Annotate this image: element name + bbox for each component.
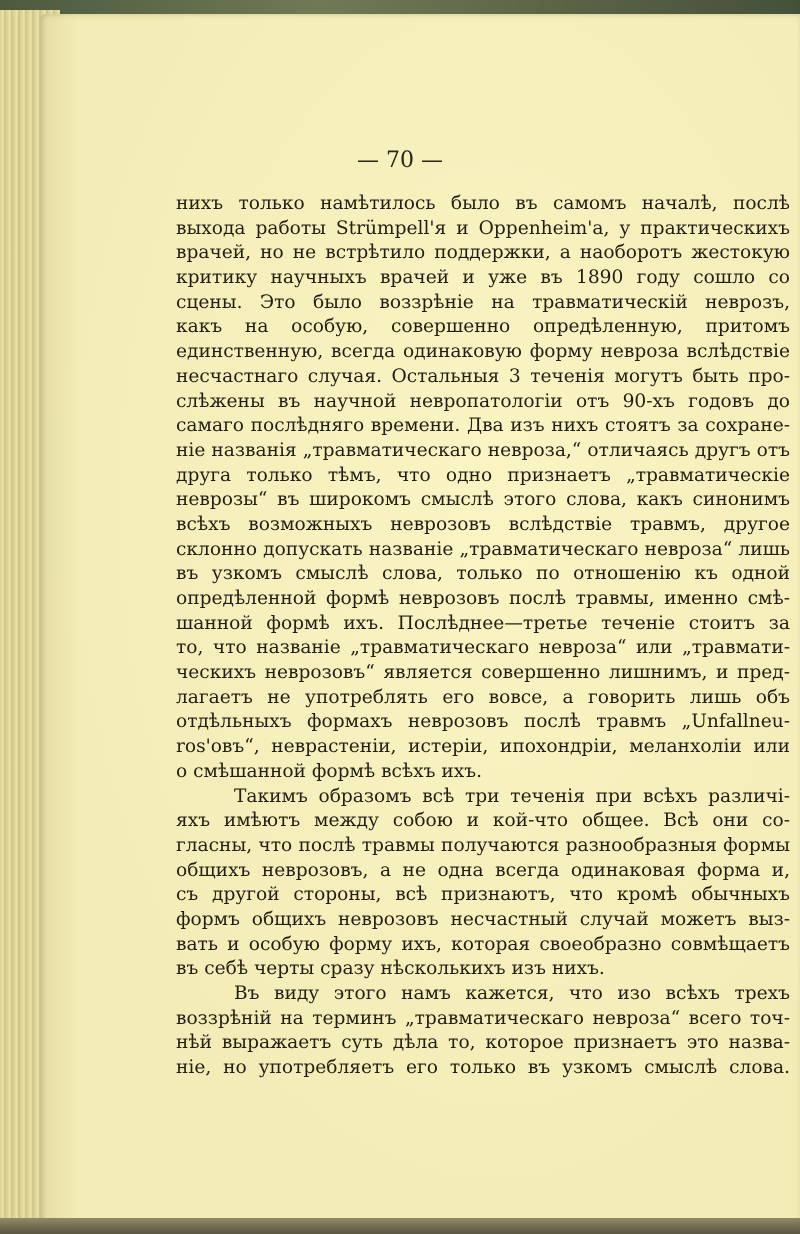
text-line: Такимъ образомъ всѣ три теченія при всѣхъ различі- xyxy=(234,785,790,807)
text-line: нѣй выражаетъ суть дѣла то, которое признаетъ это назва- xyxy=(176,1032,790,1054)
text-line: ніе, но употребляетъ его только въ узкомъ смыслѣ слова. xyxy=(176,1057,790,1079)
text-line: какъ на особую, совершенно опредѣленную, притомъ xyxy=(176,316,790,338)
text-line: ческихъ неврозовъ“ является совершенно лишнимъ, и пред- xyxy=(176,662,790,684)
text-line: въ себѣ черты сразу нѣсколькихъ изъ нихъ. xyxy=(176,958,605,980)
text-line: слѣжены въ научной невропатологіи отъ 90-хъ годовъ до xyxy=(176,390,790,412)
text-line: единственную, всегда одинаковую форму невроза вслѣдствіе xyxy=(176,341,790,363)
text-line: врачей, но не встрѣтило поддержки, а наоборотъ жестокую xyxy=(176,242,790,264)
body-text xyxy=(176,192,790,1081)
text-line: нихъ только намѣтилось было въ самомъ началѣ, послѣ xyxy=(176,193,790,214)
text-line: друга только тѣмъ, что одно признаетъ „травматическіе xyxy=(176,464,790,486)
text-line: формъ общихъ неврозовъ несчастный случай можетъ выз- xyxy=(176,908,790,930)
text-line: воззрѣній на терминъ „травматическаго невроза“ всего точ- xyxy=(176,1007,790,1029)
text-line: лагаетъ не употреблять его вовсе, а говорить лишь объ xyxy=(176,686,790,708)
text-line: склонно допускать названіе „травматическаго невроза“ лишь xyxy=(176,538,790,560)
text-line: о смѣшанной формѣ всѣхъ ихъ. xyxy=(176,760,483,782)
text-line: общихъ неврозовъ, а не одна всегда одинаковая форма и, xyxy=(176,859,790,881)
text-line: неврозы“ въ широкомъ смыслѣ этого слова, какъ синонимъ xyxy=(176,489,790,511)
text-line: шанной формѣ ихъ. Послѣднее—третье теченіе стоитъ за xyxy=(176,612,790,634)
text-line: съ другой стороны, всѣ признаютъ, что кромѣ обычныхъ xyxy=(176,884,790,906)
text-line: отдѣльныхъ формахъ неврозовъ послѣ травмъ „Unfallneu- xyxy=(176,711,790,733)
text-line: сцены. Это было воззрѣніе на травматическій неврозъ, xyxy=(176,291,790,313)
text-line: критику научныхъ врачей и уже въ 1890 году сошло со xyxy=(176,267,790,289)
text-line: въ узкомъ смыслѣ слова, только по отношенію къ одной xyxy=(176,563,790,585)
text-line: вать и особую форму ихъ, которая своеобразно совмѣщаетъ xyxy=(176,933,790,955)
text-line: опредѣленной формѣ неврозовъ послѣ травмы, именно смѣ- xyxy=(176,588,790,609)
text-line: выхода работы Strümpell'я и Oppenheim'а, у практическихъ xyxy=(176,217,790,239)
page-number: — 70 — xyxy=(357,148,443,173)
text-line: всѣхъ возможныхъ неврозовъ вслѣдствіе травмъ, другое xyxy=(176,513,790,535)
text-line: яхъ имѣютъ между собою и кой-что общее. Всѣ они со- xyxy=(176,810,790,832)
text-line: то, что названіе „травматическаго невроза“ или „травмати- xyxy=(176,637,790,659)
cover-edge-bottom xyxy=(0,1218,800,1234)
text-line: ніе названія „травматическаго невроза,“ отличаясь другъ отъ xyxy=(176,439,790,461)
text-line: ros'овъ“, неврастеніи, истеріи, ипохондріи, меланхоліи или xyxy=(176,736,790,758)
text-line: Въ виду этого намъ кажется, что изо всѣхъ трехъ xyxy=(234,983,790,1004)
text-line: гласны, что послѣ травмы получаются разнообразныя формы xyxy=(176,834,790,856)
text-line: самаго послѣдняго времени. Два изъ нихъ стоятъ за сохране- xyxy=(176,415,790,437)
text-line: несчастнаго случая. Остальныя 3 теченія могутъ быть про- xyxy=(176,365,790,387)
